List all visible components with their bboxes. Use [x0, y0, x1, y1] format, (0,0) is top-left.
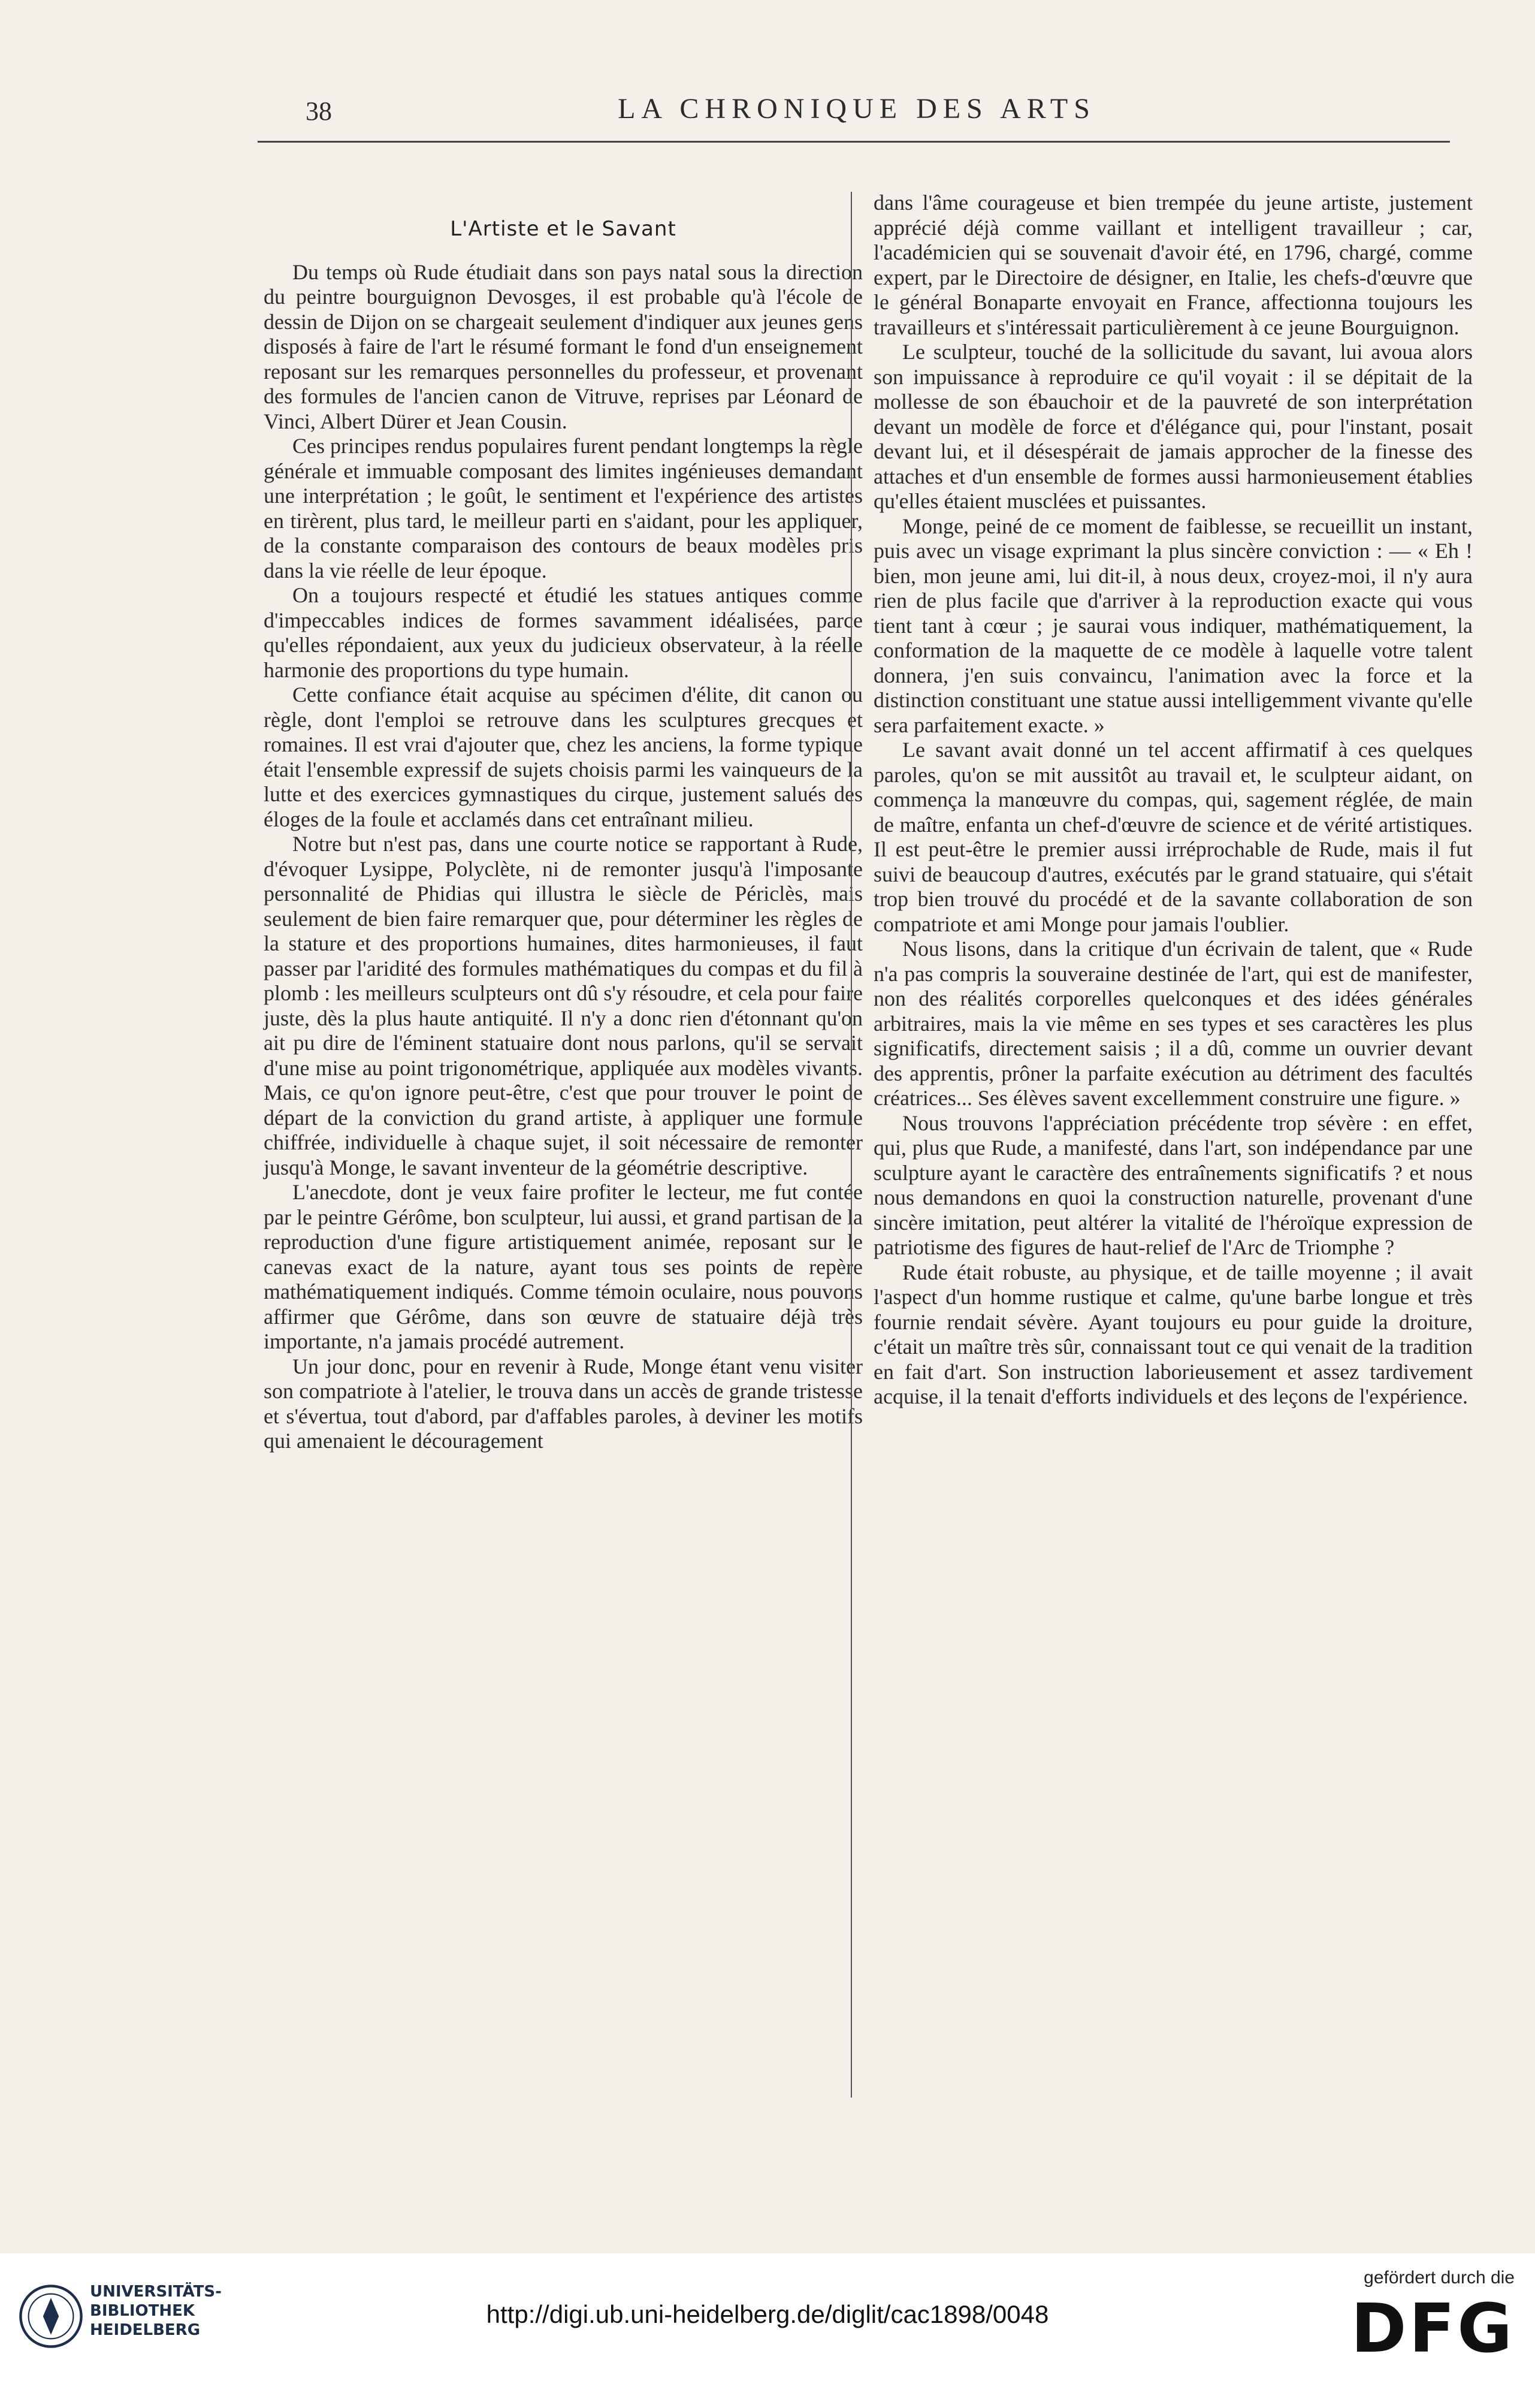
paragraph: Du temps où Rude étudiait dans son pays natal sous la direction du peintre bourguignon Devosges, il est probable qu'à l'école de dessin de Dijon on se chargeait seulement d'indiquer aux jeunes gens disposés à faire de l'art le résumé formant le fond d'un enseignement reposant sur les remarques personnelles du professeur, et provenant des formules de l'ancien canon de Vitruve, reprises par Léonard de Vinci, Albert Dürer et Jean Cousin. — [264, 259, 863, 433]
paragraph: On a toujours respecté et étudié les statues antiques comme d'impeccables indices de formes savamment idéalisées, parce qu'elles répondaient, aux yeux du judicieux observateur, à la réelle harmonie des proportions du type humain. — [264, 583, 863, 682]
digitization-footer — [0, 2253, 1535, 2408]
funding-note: gefördert durch die — [1364, 2268, 1515, 2288]
running-title: LA CHRONIQUE DES ARTS — [618, 93, 1096, 125]
source-url-link[interactable]: http://digi.ub.uni-heidelberg.de/diglit/cac1898/0048 — [486, 2300, 1049, 2328]
article-title: L'Artiste et le Savant — [450, 217, 676, 241]
paragraph: Cette confiance était acquise au spécimen d'élite, dit canon ou règle, dont l'emploi se retrouve dans les sculptures grecques et romaines. Il est vrai d'ajouter que, chez les anciens, la forme typique était l'ensemble expressif de sujets choisis parmi les vainqueurs de la lutte et des exercices gymnastiques du cirque, justement salués des éloges de la foule et acclamés dans cet entraînant milieu. — [264, 683, 863, 831]
page-header — [258, 90, 1456, 138]
paragraph: Ces principes rendus populaires furent pendant longtemps la règle générale et immuable composant des limites ingénieuses demandant une interprétation ; le goût, le sentiment et l'expérience des artistes en tirèrent, plus tard, le meilleur parti en s'aidant, pour les appliquer, de la constante comparaison des contours de beaux modèles pris dans la vie réelle de leur époque. — [264, 434, 863, 583]
paragraph: Monge, peiné de ce moment de faiblesse, se recueillit un instant, puis avec un visage exprimant la plus sincère conviction : — « Eh ! bien, mon jeune ami, lui dit-il, à nous deux, croyez-moi, il n'y aura rien de plus facile que d'arriver à la reproduction exacte qui vous tient tant à cœur ; je saurai vous indiquer, mathématiquement, la conformation de la maquette de ce modèle à laquelle votre talent donnera, j'en suis convaincu, l'animation avec la force et la distinction constituant une statue aussi intelligemment vivante qu'elle sera parfaitement exacte. » — [874, 514, 1473, 737]
paragraph: Nous trouvons l'appréciation précédente trop sévère : en effet, qui, plus que Rude, a manifesté, dans l'art, son indépendance par une sculpture ayant le caractère des entraînements significatifs ? et nous nous demandons en quoi la construction naturelle, provenant d'une sincère imitation, peut altérer la vitalité de l'héroïque expression de patriotisme des figures de haut-relief de l'Arc de Triomphe ? — [874, 1111, 1473, 1259]
paragraph: Nous lisons, dans la critique d'un écrivain de talent, que « Rude n'a pas compris la souveraine destinée de l'art, qui est de manifester, non des réalités corporelles quelconques et des idées générales arbitraires, mais la vie même en ses types et ses caractères les plus significatifs, directement saisis ; il a dû, comme un ouvrier devant des apprentis, prôner la parfaite exécution au détriment des facultés créatrices... Ses élèves savent excellemment construire une figure. » — [874, 937, 1473, 1110]
library-name-line: UNIVERSITÄTS- — [90, 2283, 222, 2301]
dfg-logo: DFG — [1350, 2290, 1515, 2368]
left-column — [264, 180, 863, 1454]
paragraph: Le sculpteur, touché de la sollicitude du savant, lui avoua alors son impuissance à reproduire ce qu'il voyait : il se dépitait de la mollesse de son ébauchoir et de la pauvreté de son interprétation devant un modèle de force et d'élégance qui, pour l'instant, posait devant lui, et il désespérait de jamais approcher de la finesse des attaches et d'un ensemble de formes aussi harmonieusement établies qu'elles étaient musclées et puissantes. — [874, 340, 1473, 513]
library-name-line: HEIDELBERG — [90, 2321, 201, 2339]
paragraph: Le savant avait donné un tel accent affirmatif à ces quelques paroles, qu'on se mit aussitôt au travail et, le sculpteur aidant, on commença la manœuvre du compas, qui, sagement réglée, de main de maître, enfanta un chef-d'œuvre de science et de vérité artistiques. Il est peut-être le premier aussi irréprochable de Rude, mais il fut suivi de beaucoup d'autres, exécutés par le grand statuaire, qui s'était trop bien trouvé du procédé et de la savante collaboration de son compatriote et ami Monge pour jamais l'oublier. — [874, 738, 1473, 936]
column-divider — [851, 192, 852, 2098]
paragraph: Un jour donc, pour en revenir à Rude, Monge étant venu visiter son compatriote à l'atelier, le trouva dans un accès de grande tristesse et s'évertua, tout d'abord, par d'affables paroles, à deviner les motifs qui amenaient le découragement — [264, 1354, 863, 1453]
paragraph-continued: dans l'âme courageuse et bien trempée du jeune artiste, justement apprécié déjà comme vaillant et intelligent travailleur ; car, l'académicien qui se souvenait d'avoir été, en 1796, chargé, comme expert, par le Directoire de désigner, en Italie, les chefs-d'œuvre que le général Bonaparte envoyait en France, affectionna toujours les travailleurs et s'intéressait particulièrement à ce jeune Bourguignon. — [874, 191, 1473, 339]
paragraph: Rude était robuste, au physique, et de taille moyenne ; il avait l'aspect d'un homme rustique et calme, qu'une barbe longue et très fournie rendait sévère. Ayant toujours eu pour guide la droiture, c'était un maître très sûr, connaissant tout ce qui venait de la tradition en fait d'art. Son instruction laborieusement et assez tardivement acquise, il la tenait d'efforts individuels et des leçons de l'expérience. — [874, 1260, 1473, 1408]
page-number: 38 — [306, 96, 332, 126]
paragraph: L'anecdote, dont je veux faire profiter le lecteur, me fut contée par le peintre Gérôme, bon sculpteur, lui aussi, et grand partisan de la reproduction d'une figure artistiquement animée, reposant sur le canevas exact de la nature, ayant tous ses points de repère mathématiquement indiqués. Comme témoin oculaire, nous pouvons affirmer que Gérôme, dans son œuvre de statuaire déjà très importante, n'a jamais procédé autrement. — [264, 1180, 863, 1353]
header-rule — [258, 141, 1450, 143]
library-name-line: BIBLIOTHEK — [90, 2302, 195, 2320]
right-column — [874, 191, 1473, 1410]
paragraph: Notre but n'est pas, dans une courte notice se rapportant à Rude, d'évoquer Lysippe, Polyclète, ni de remonter jusqu'à l'imposante personnalité de Phidias qui illustra le siècle de Périclès, mais seulement de bien faire remarquer que, pour déterminer les règles de la stature et des proportions humaines, dites harmonieuses, il faut passer par l'aridité des formules mathématiques du compas et du fil à plomb : les meilleurs sculpteurs ont dû s'y résoudre, et cela pour faire juste, dès la plus haute antiquité. Il n'y a donc rien d'étonnant qu'on ait pu dire de l'éminent statuaire dont nous parlons, qu'il se servait d'une mise au point trigonométrique, appliquée aux modèles vivants. Mais, ce qu'on ignore peut-être, c'est que pour trouver le point de départ de la conviction du grand artiste, à appliquer une formule chiffrée, individuelle à chaque sujet, il soit nécessaire de remonter jusqu'à Monge, le savant inventeur de la géométrie descriptive. — [264, 832, 863, 1179]
